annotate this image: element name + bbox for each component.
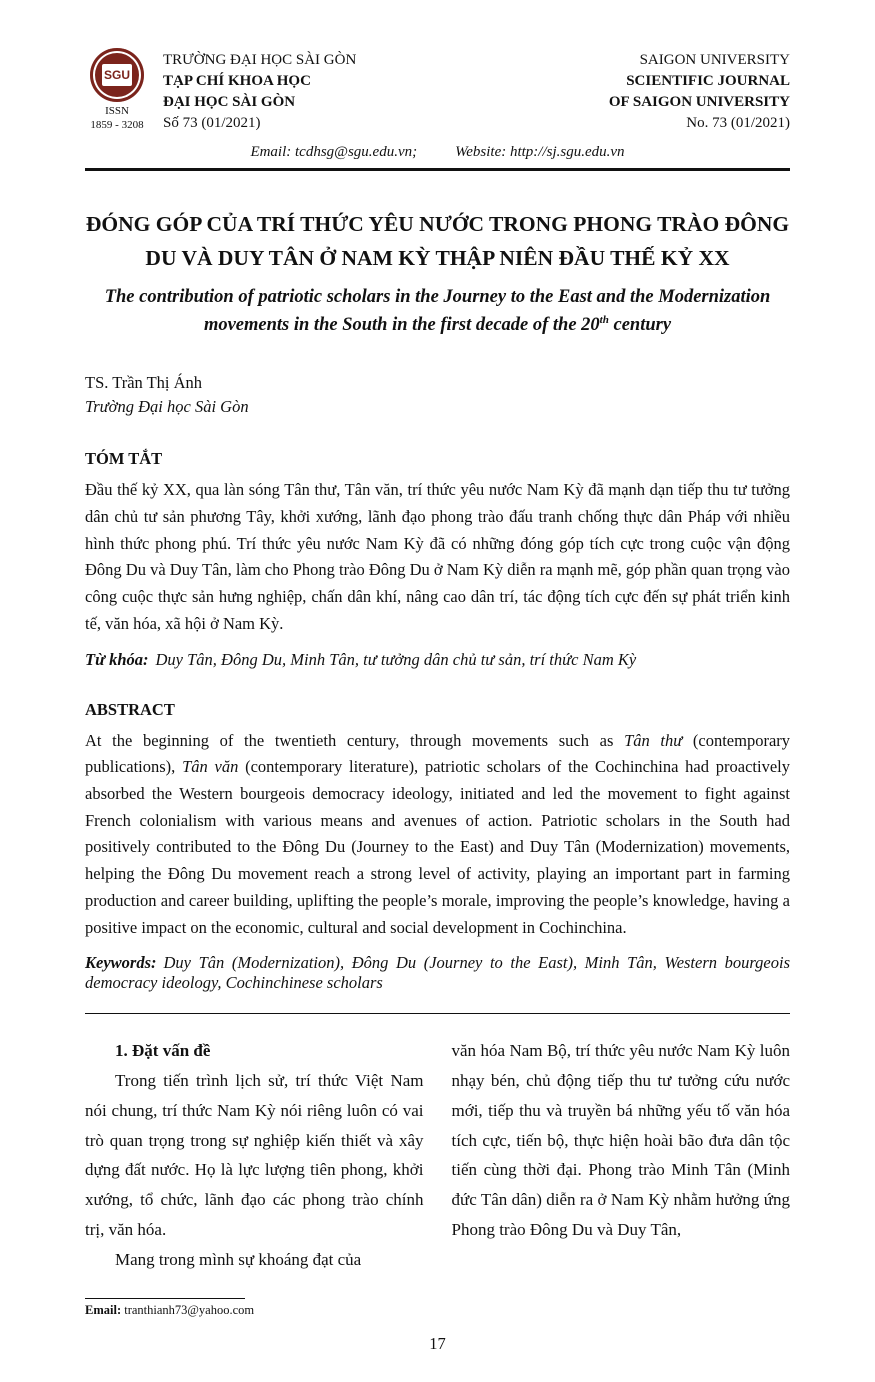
keywords-en-text: Duy Tân (Modernization), Đông Du (Journey to the East), Minh Tân, Western bourgeois democracy ideology, Cochinchinese scholars (85, 953, 790, 993)
journal-title-en-line1: SCIENTIFIC JOURNAL (626, 73, 790, 89)
header-divider (85, 168, 790, 171)
footnote-email-label: Email: (85, 1303, 122, 1318)
abstract-vi-body: Đầu thế kỷ XX, qua làn sóng Tân thư, Tân văn, trí thức yêu nước Nam Kỳ đã mạnh dạn tiếp thu tư tưởng dân chủ tư sản phương Tây, khởi xướng, lãnh đạo phong trào đấu tranh chống thực dân Pháp với nhiều hình thức phong phú. Trí thức yêu nước Nam Kỳ đã có những đóng góp tích cực trong cuộc vận động Đông Du và Duy Tân, làm cho Phong trào Đông Du ở Nam Kỳ diễn ra mạnh mẽ, góp phần quan trọng vào công cuộc thực sản hưng nghiệp, chấn dân khí, nâng cao dân trí, tác động tích cực đến sự phát triển kinh tế, văn hóa, xã hội ở Nam Kỳ. (85, 480, 790, 633)
issue-number-en: No. 73 (01/2021) (686, 115, 790, 131)
keywords-vi-line (85, 650, 790, 670)
section-1-heading: 1. Đặt vấn đề (115, 1041, 211, 1061)
footnote-text (85, 1303, 790, 1318)
issn-label: ISSN (105, 105, 129, 117)
issn-block (85, 105, 149, 133)
abstract-en-part1: At the beginning of the twentieth century, through movements such as (85, 730, 625, 750)
keywords-en-label: Keywords: (85, 953, 157, 973)
abstract-en-part3: (contemporary literature), patriotic scholars of the Cochinchina had proactively absorbed the Western bourgeois democracy ideology, initiated and led the movement to fight against French colonialism with various means and avenues of action. Patriotic scholars in the South had positively contributed to the Đông Du (Journey to the East) and Duy Tân (Modernization) movements, helping the Đông Du movement reach a strong level of activity, playing an important part in farming production and career building, uplifting the people’s morale, improving the people’s knowledge, having a positive impact on the economic, cultural and social development in Cochinchina. (85, 757, 790, 937)
body-column-right (452, 1036, 791, 1274)
body-column-left (85, 1036, 424, 1274)
journal-title-vi-line2: ĐẠI HỌC SÀI GÒN (163, 94, 296, 110)
journal-contact-line (85, 144, 790, 161)
abstract-en-heading: ABSTRACT (85, 699, 175, 719)
university-name-vi: TRƯỜNG ĐẠI HỌC SÀI GÒN (163, 52, 357, 68)
abstract-vi-heading: TÓM TẮT (85, 449, 163, 469)
issn-number: 1859 - 3208 (90, 118, 144, 131)
author-affiliation: Trường Đại học Sài Gòn (85, 397, 249, 417)
article-title-en-tail: century (608, 314, 672, 335)
keywords-vi-text: Duy Tân, Đông Du, Minh Tân, tư tưởng dân chủ tư sản, trí thức Nam Kỳ (155, 649, 637, 669)
keywords-vi-label: Từ khóa: (85, 649, 149, 669)
keywords-en-line (85, 953, 790, 993)
sgu-logo-text: SGU (102, 64, 132, 86)
page-number: 17 (429, 1334, 446, 1354)
university-name-en: SAIGON UNIVERSITY (639, 52, 790, 68)
body-left-paragraph-2: Mang trong mình sự khoáng đạt của (115, 1249, 362, 1269)
abstract-en-term2: Tân văn (182, 757, 239, 777)
author-block (85, 371, 790, 419)
author-name: TS. Trần Thị Ánh (85, 373, 203, 393)
journal-website: Website: http://sj.sgu.edu.vn (455, 144, 625, 160)
ordinal-superscript: th (599, 313, 609, 326)
journal-title-en-line2: OF SAIGON UNIVERSITY (608, 94, 790, 110)
journal-title-vi-line1: TẠP CHÍ KHOA HỌC (163, 73, 311, 89)
issue-number-vi: Số 73 (01/2021) (163, 115, 261, 131)
abstract-body-divider (85, 1013, 790, 1014)
journal-name-vi (163, 48, 356, 134)
journal-name-en (609, 48, 790, 134)
footnote-email-value: tranthianh73@yahoo.com (124, 1303, 255, 1318)
article-title-vi: ĐÓNG GÓP CỦA TRÍ THỨC YÊU NƯỚC TRONG PHONG TRÀO ĐÔNG DU VÀ DUY TÂN Ở NAM KỲ THẬP NIÊN ĐẦU THẾ KỶ XX (85, 212, 790, 271)
abstract-en-body (85, 728, 790, 942)
journal-logo-block (85, 48, 149, 133)
sgu-seal-icon (90, 48, 144, 102)
footnote-block (85, 1298, 790, 1318)
journal-header (85, 48, 790, 134)
article-title-en-text: The contribution of patriotic scholars in the Journey to the East and the Modernization movements in the South in the first decade of the 20 (104, 286, 771, 335)
article-title-en (85, 284, 790, 340)
journal-email: Email: tcdhsg@sgu.edu.vn; (250, 144, 418, 160)
body-right-paragraph-1: văn hóa Nam Bộ, trí thức yêu nước Nam Kỳ luôn nhạy bén, chủ động tiếp thu tư tưởng cứu nước mới, tiếp thu và truyền bá những yếu tố văn hóa tích cực, tiến bộ, thực hiện hoài bão đưa dân tộc tiến cùng thời đại. Phong trào Minh Tân (Minh đức Tân dân) diễn ra ở Nam Kỳ nhằm hưởng ứng Phong trào Đông Du và Duy Tân, (451, 1041, 790, 1239)
abstract-en-term1: Tân thư (624, 730, 683, 750)
footnote-divider (85, 1298, 245, 1299)
body-left-paragraph-1: Trong tiến trình lịch sử, trí thức Việt Nam nói chung, trí thức Nam Kỳ nói riêng luôn có vai trò quan trọng trong sự nghiệp kiến thiết và xây dựng đất nước. Họ là lực lượng tiên phong, khởi xướng, tổ chức, lãnh đạo các phong trào chính trị, văn hóa. (85, 1071, 424, 1239)
body-columns (85, 1036, 790, 1274)
abstract-en-part2: (contemporary publications), (85, 730, 791, 777)
